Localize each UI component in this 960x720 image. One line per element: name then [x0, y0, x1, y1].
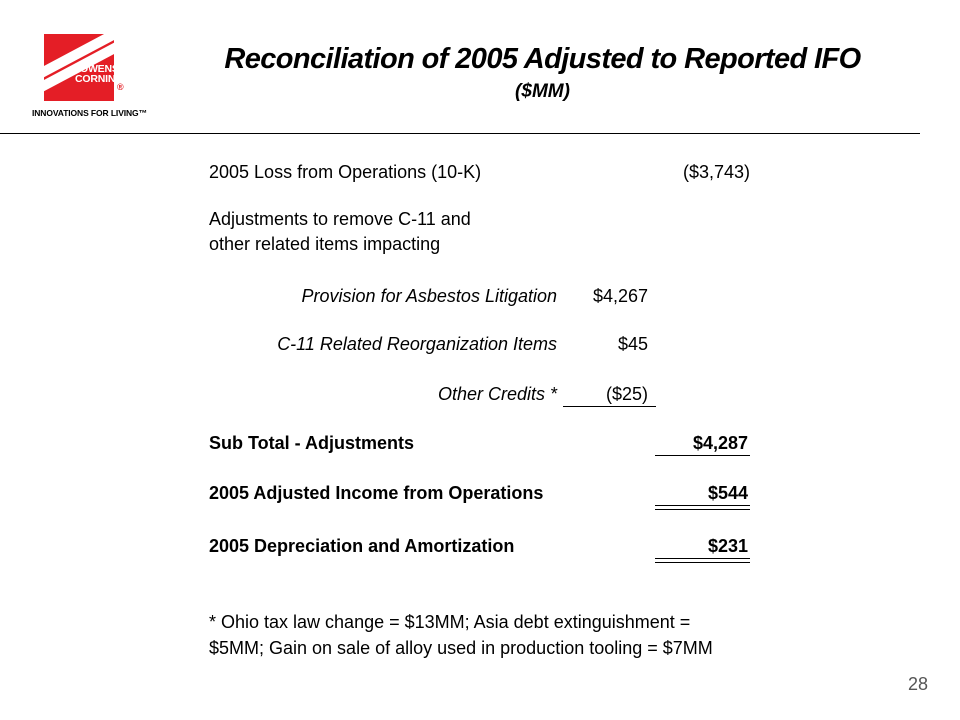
item-value-other-credits: ($25)	[605, 384, 648, 404]
depreciation-double-underline-1	[655, 558, 750, 559]
item-label-asbestos: Provision for Asbestos Litigation	[301, 286, 557, 306]
logo-tagline: INNOVATIONS FOR LIVING™	[32, 108, 147, 118]
header-divider	[0, 133, 920, 134]
page-number: 28	[907, 674, 928, 694]
footnote	[209, 609, 713, 661]
items-total-underline	[563, 406, 656, 407]
adjustments-heading-line1: Adjustments to remove C-11 and	[209, 209, 471, 229]
footnote-line2: $5MM; Gain on sale of alloy used in production tooling = $7MM	[209, 638, 713, 658]
page-title: Reconciliation of 2005 Adjusted to Reported IFO	[224, 43, 861, 75]
logo-wordmark: OWENS CORNING	[75, 63, 124, 85]
adjustments-heading-line2: other related items impacting	[209, 234, 441, 254]
adjusted-income-label: 2005 Adjusted Income from Operations	[209, 483, 544, 503]
item-value-reorganization: $45	[617, 334, 648, 354]
page-subtitle: ($MM)	[515, 81, 570, 102]
item-label-other-credits: Other Credits *	[437, 384, 557, 404]
subtotal-label: Sub Total - Adjustments	[209, 433, 414, 453]
logo-emblem	[44, 34, 124, 101]
adjusted-income-value: $544	[707, 483, 748, 503]
subtotal-value: $4,287	[692, 433, 748, 453]
adjusted-income-double-underline-2	[655, 509, 750, 510]
depreciation-value: $231	[707, 536, 748, 556]
loss-label: 2005 Loss from Operations (10-K)	[209, 162, 482, 182]
item-label-reorganization: C-11 Related Reorganization Items	[277, 334, 557, 354]
loss-value: ($3,743)	[682, 162, 750, 182]
item-value-asbestos: $4,267	[592, 286, 648, 306]
depreciation-label: 2005 Depreciation and Amortization	[209, 536, 515, 556]
adjusted-income-double-underline-1	[655, 505, 750, 506]
depreciation-double-underline-2	[655, 562, 750, 563]
owens-corning-logo	[32, 34, 147, 124]
registered-mark: ®	[117, 82, 124, 92]
footnote-line1: * Ohio tax law change = $13MM; Asia debt extinguishment =	[209, 612, 691, 632]
subtotal-underline	[655, 455, 750, 456]
